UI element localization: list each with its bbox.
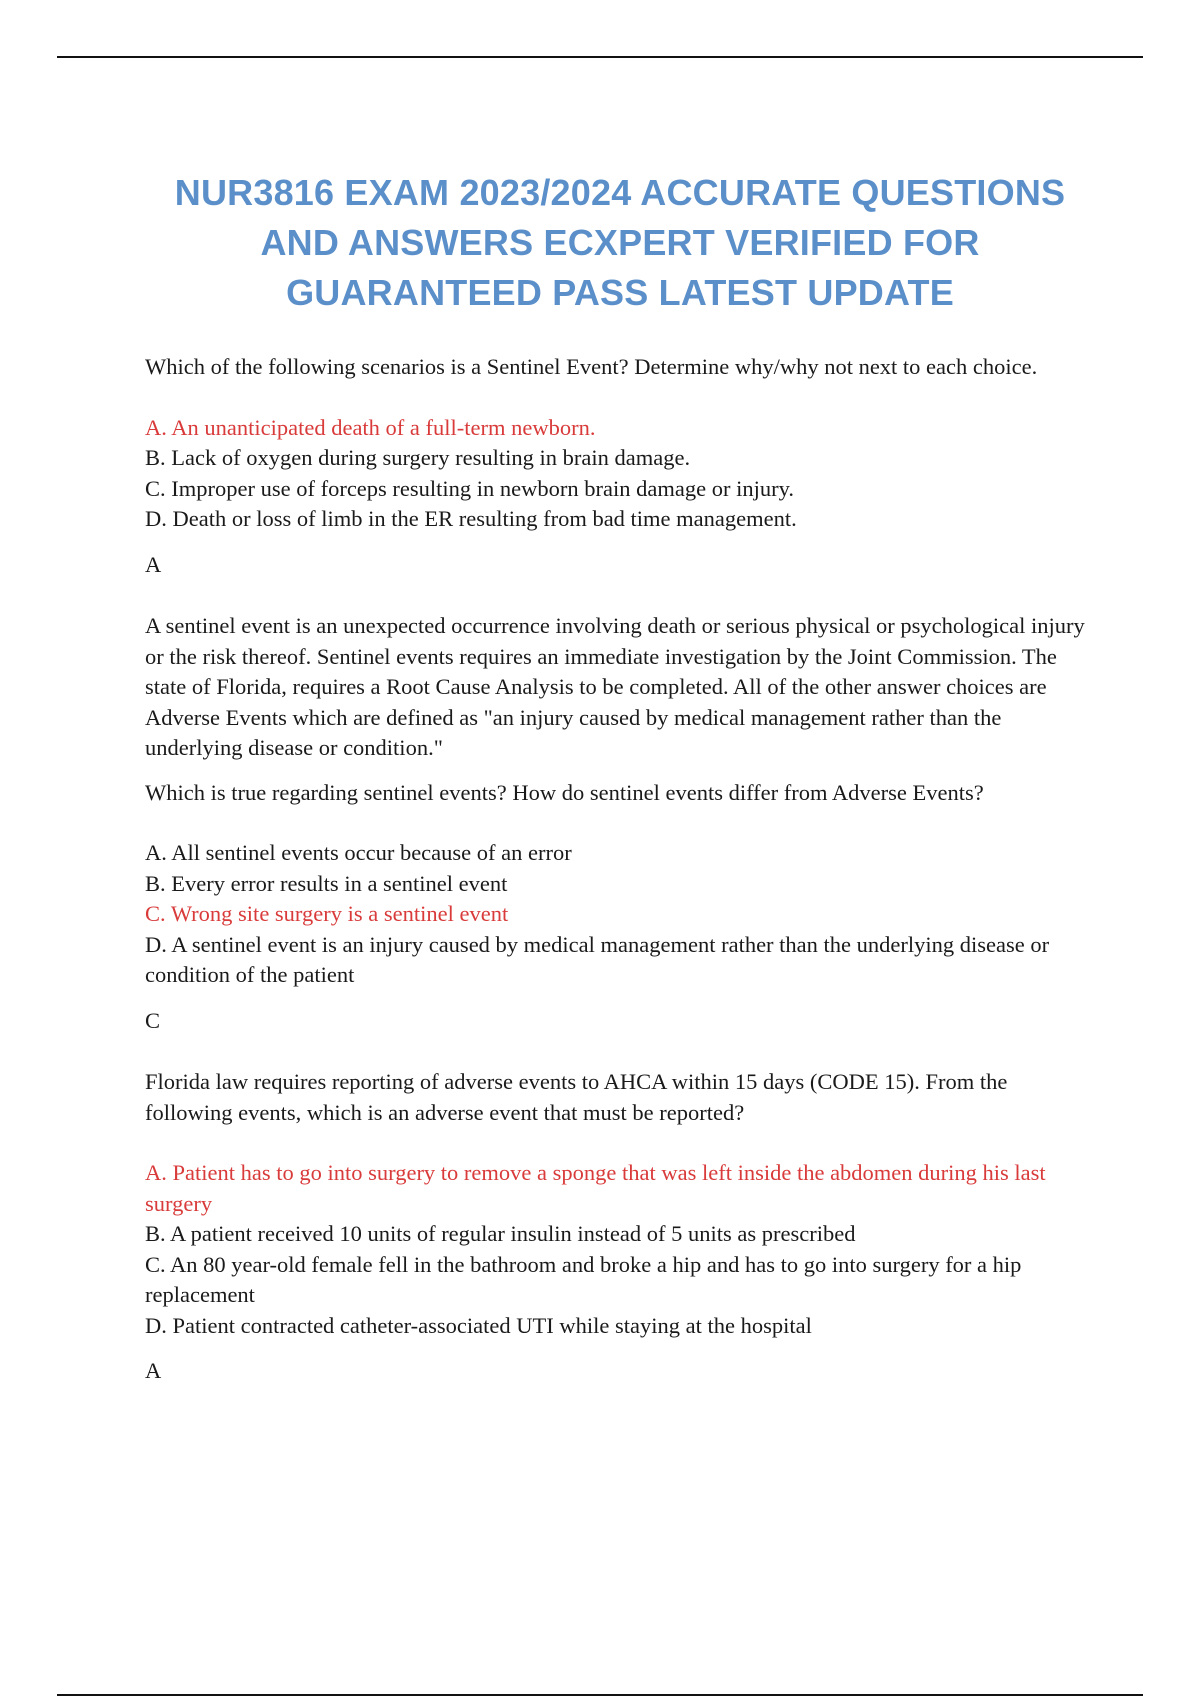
question-1-choice-c: C. Improper use of forceps resulting in newborn brain damage or injury. — [145, 475, 794, 501]
question-3-choice-b: B. A patient received 10 units of regular insulin instead of 5 units as prescribed — [145, 1221, 856, 1246]
question-3-choice-a: A. Patient has to go into surgery to remove a sponge that was left inside the abdomen during his last surgery — [145, 1160, 1046, 1216]
question-1-choices — [145, 413, 1085, 535]
question-2-choice-c: C. Wrong site surgery is a sentinel event — [145, 901, 509, 926]
question-1-choice-d: D. Death or loss of limb in the ER resulting from bad time management. — [145, 506, 797, 531]
question-2-choice-d: D. A sentinel event is an injury caused by medical management rather than the underlying disease or condition of the patient — [145, 931, 1050, 987]
question-1-text: Which of the following scenarios is a Sentinel Event? Determine why/why not next to each choice. — [145, 354, 1038, 379]
top-rule — [57, 56, 1143, 58]
question-1-answer: A — [145, 551, 162, 577]
question-2-text: Which is true regarding sentinel events? How do sentinel events differ from Adverse Events? — [145, 779, 984, 805]
question-3-text: Florida law requires reporting of adverse events to AHCA within 15 days (CODE 15). From the following events, which is an adverse event that must be reported? — [145, 1069, 1008, 1125]
question-3-choice-c: C. An 80 year-old female fell in the bathroom and broke a hip and has to go into surgery for a hip replacement — [145, 1251, 1022, 1307]
question-1-explanation: A sentinel event is an unexpected occurrence involving death or serious physical or psychological injury or the risk thereof. Sentinel events requires an immediate investigation by the Joint Commission. The state of Florida, requires a Root Cause Analysis to be completed. All of the other answer choices are Adverse Events which are defined as "an injury caused by medical management rather than the underlying disease or condition." — [145, 613, 1085, 760]
question-2-answer: C — [145, 1007, 161, 1033]
question-3-choices — [145, 1158, 1085, 1341]
question-3-choice-d: D. Patient contracted catheter-associated UTI while staying at the hospital — [145, 1312, 812, 1338]
question-1-choice-b: B. Lack of oxygen during surgery resulting in brain damage. — [145, 445, 691, 470]
document-title — [140, 168, 1100, 318]
question-3-answer: A — [145, 1358, 162, 1383]
document-body — [145, 352, 1085, 1387]
question-2-choice-b: B. Every error results in a sentinel event — [145, 870, 508, 896]
title-line-1: NUR3816 EXAM 2023/2024 ACCURATE QUESTIONS — [174, 172, 1066, 214]
title-line-3: GUARANTEED PASS LATEST UPDATE — [286, 272, 954, 314]
question-1-choice-a: A. An unanticipated death of a full-term newborn. — [145, 414, 596, 440]
bottom-rule — [57, 1694, 1143, 1696]
title-line-2: AND ANSWERS ECXPERT VERIFIED FOR — [260, 222, 980, 264]
question-2-choice-a: A. All sentinel events occur because of an error — [145, 840, 572, 865]
question-2-choices — [145, 838, 1085, 991]
